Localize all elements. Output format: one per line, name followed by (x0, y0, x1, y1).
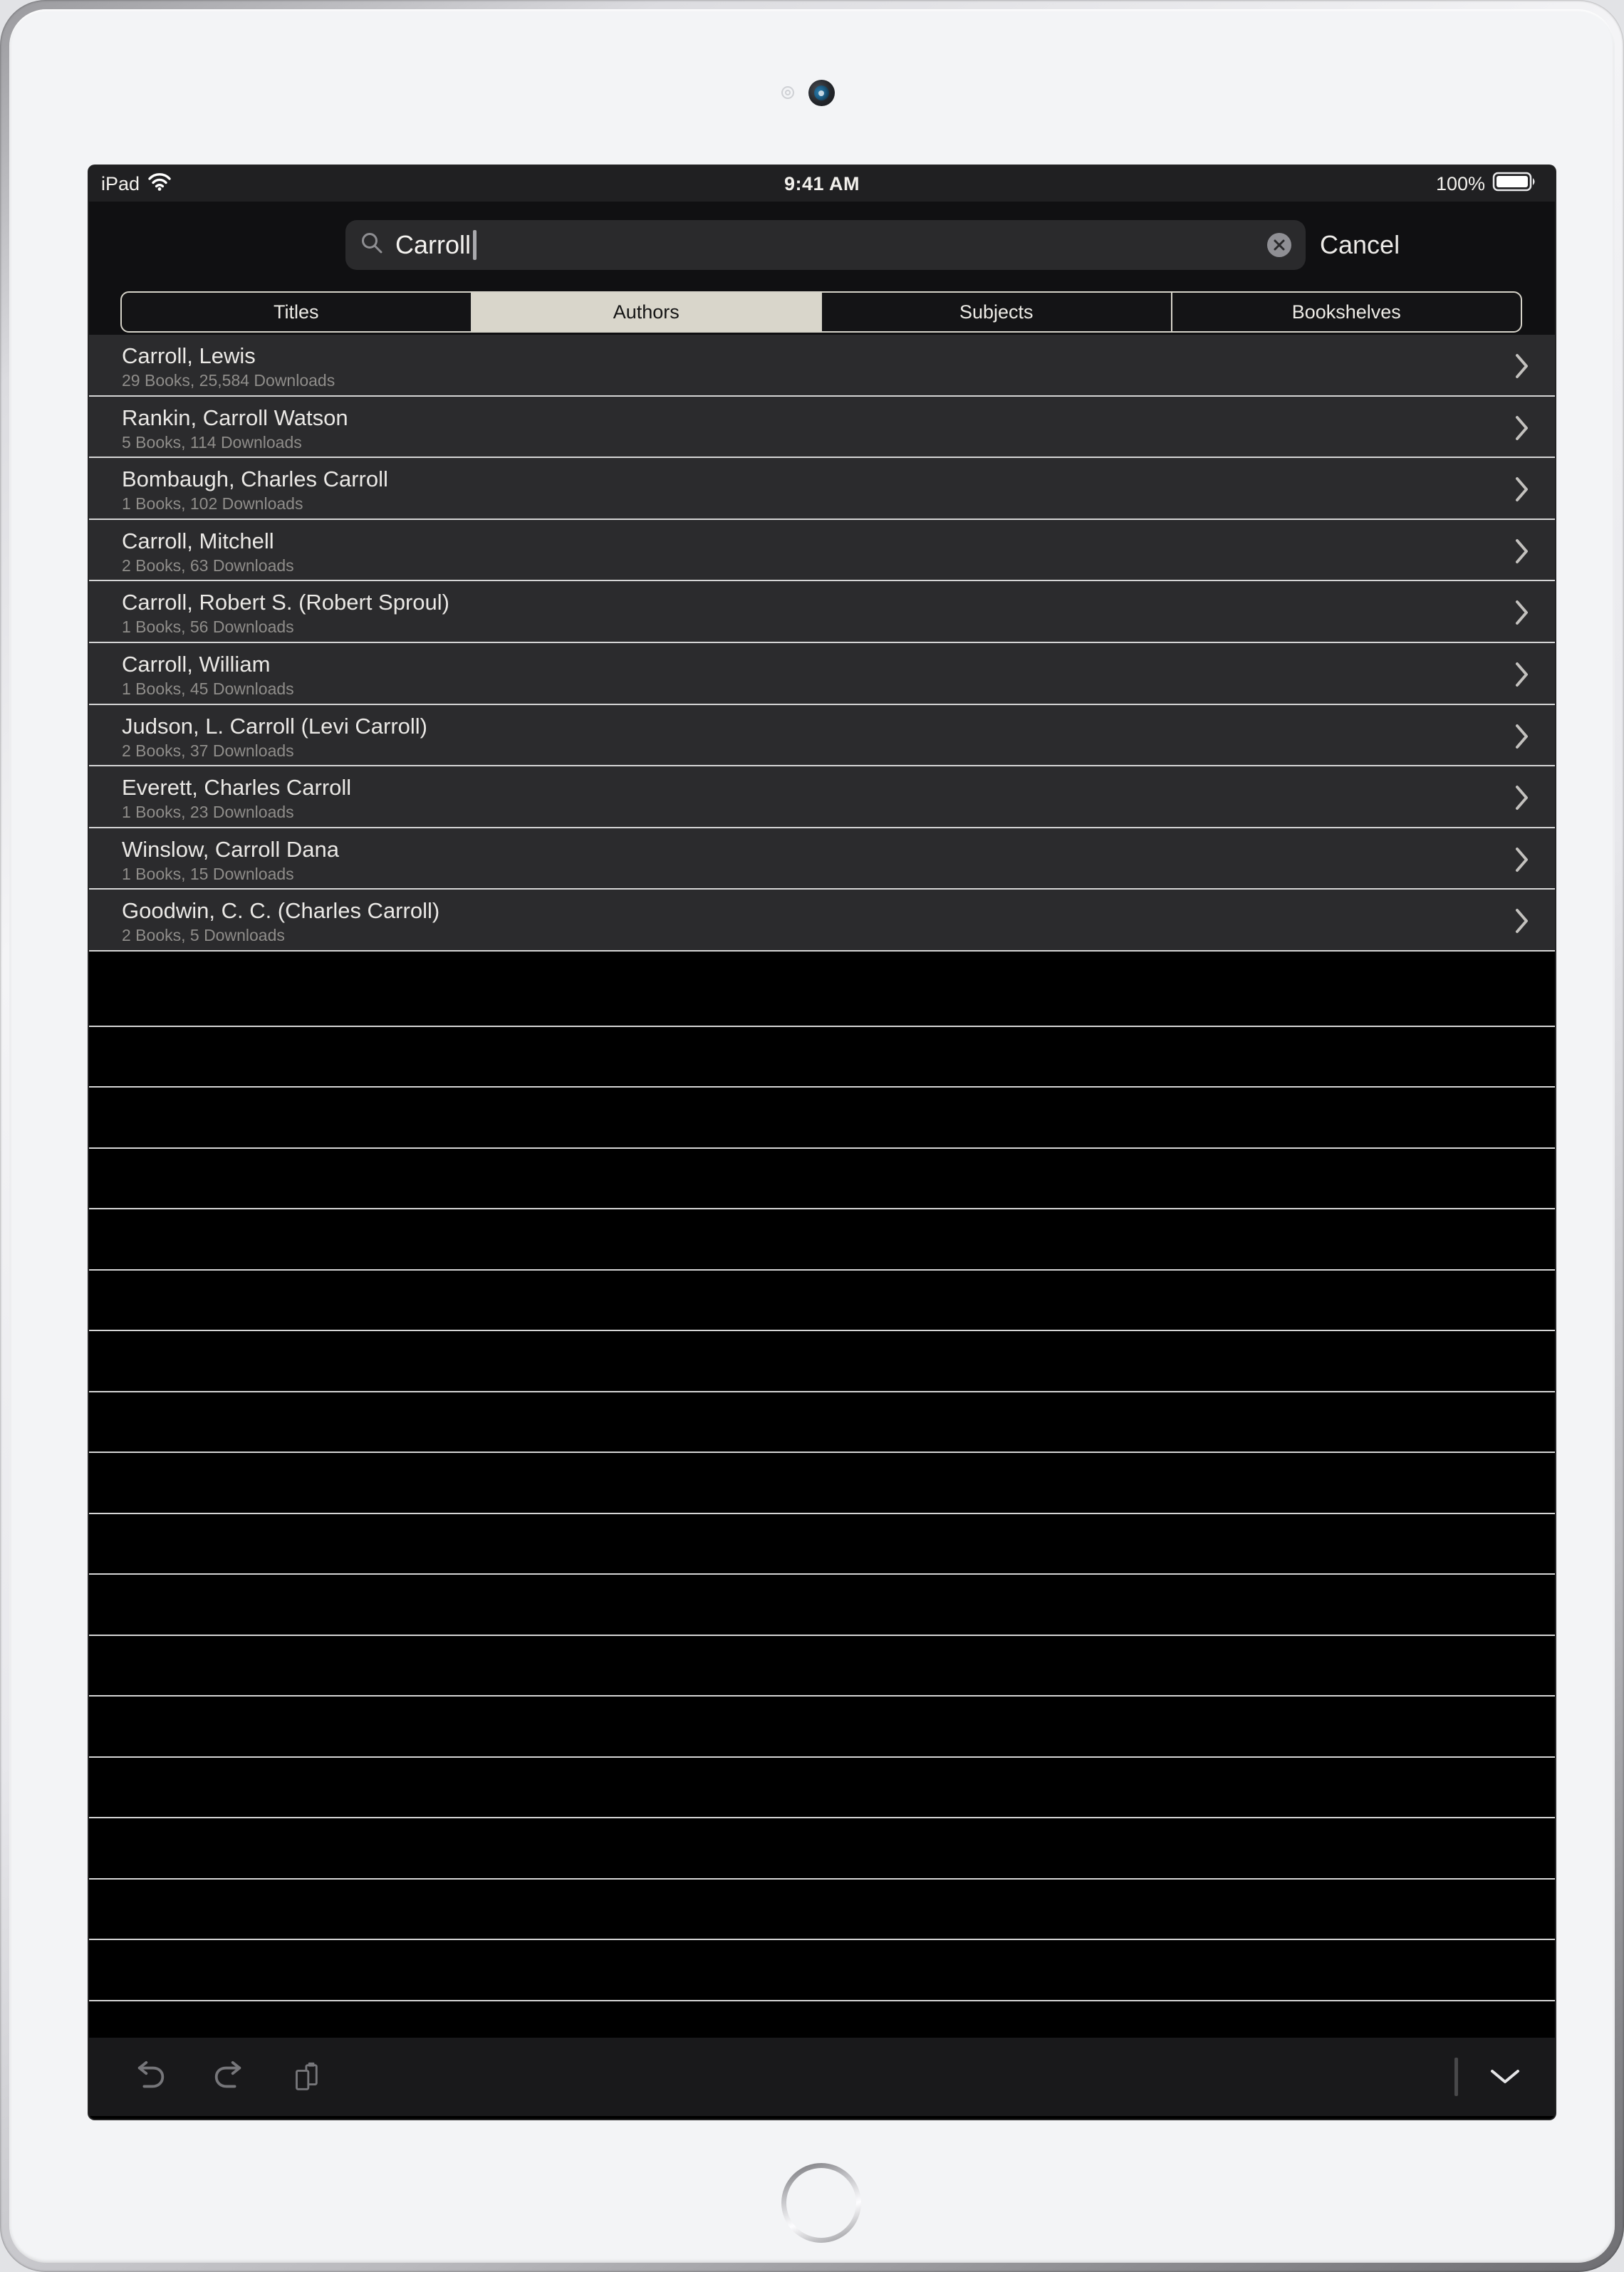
text-cursor (473, 230, 477, 260)
ipad-bezel (9, 9, 1615, 2263)
chevron-right-icon (1515, 662, 1529, 691)
chevron-right-icon (1515, 538, 1529, 568)
chevron-right-icon (1515, 847, 1529, 876)
scope-tab-label: Subjects (959, 301, 1034, 323)
empty-row (89, 1514, 1555, 1575)
ambient-light-sensor (781, 86, 794, 99)
toolbar-divider (1454, 2058, 1458, 2096)
empty-row (89, 1636, 1555, 1697)
chevron-right-icon (1515, 724, 1529, 753)
author-stats: 5 Books, 114 Downloads (122, 432, 302, 452)
author-name: Rankin, Carroll Watson (122, 405, 348, 430)
scope-tab-label: Titles (273, 301, 319, 323)
author-name: Carroll, Lewis (122, 343, 256, 368)
author-stats: 1 Books, 102 Downloads (122, 494, 303, 514)
empty-row (89, 1818, 1555, 1880)
author-result-row[interactable] (89, 581, 1555, 643)
empty-row (89, 1088, 1555, 1149)
app-screen (89, 166, 1555, 2119)
empty-row (89, 1758, 1555, 1819)
author-name: Carroll, William (122, 651, 271, 677)
home-button[interactable] (781, 2163, 861, 2243)
author-result-row[interactable] (89, 458, 1555, 520)
author-result-row[interactable] (89, 890, 1555, 952)
chevron-right-icon (1515, 785, 1529, 814)
author-stats: 2 Books, 5 Downloads (122, 926, 285, 945)
author-name: Goodwin, C. C. (Charles Carroll) (122, 898, 440, 924)
author-name: Carroll, Robert S. (Robert Sproul) (122, 590, 449, 615)
author-result-row[interactable] (89, 643, 1555, 705)
author-result-row[interactable] (89, 705, 1555, 767)
search-query-text: Carroll (395, 230, 472, 259)
author-name: Judson, L. Carroll (Levi Carroll) (122, 713, 427, 739)
clear-icon[interactable] (1267, 233, 1291, 257)
empty-row (89, 1575, 1555, 1636)
author-stats: 2 Books, 63 Downloads (122, 556, 294, 575)
status-bar (89, 166, 1555, 202)
scope-tab-label: Authors (613, 301, 680, 323)
chevron-right-icon (1515, 476, 1529, 506)
author-name: Everett, Charles Carroll (122, 775, 352, 801)
author-stats: 29 Books, 25,584 Downloads (122, 371, 335, 390)
author-result-row[interactable] (89, 397, 1555, 459)
author-stats: 1 Books, 56 Downloads (122, 617, 294, 637)
author-stats: 2 Books, 37 Downloads (122, 741, 294, 760)
author-result-row[interactable] (89, 335, 1555, 397)
scope-tabs (120, 291, 1522, 333)
battery-icon (1492, 171, 1538, 197)
chevron-right-icon (1515, 353, 1529, 382)
author-stats: 1 Books, 45 Downloads (122, 679, 294, 698)
search-input[interactable] (345, 220, 1306, 270)
scope-tab-titles[interactable] (122, 293, 472, 331)
author-result-row[interactable] (89, 828, 1555, 890)
battery-percent: 100% (1435, 172, 1485, 194)
author-result-row[interactable] (89, 520, 1555, 582)
author-stats: 1 Books, 23 Downloads (122, 803, 294, 822)
author-name: Winslow, Carroll Dana (122, 836, 339, 862)
author-stats: 1 Books, 15 Downloads (122, 864, 294, 883)
redo-icon[interactable] (212, 2060, 244, 2093)
author-result-row[interactable] (89, 766, 1555, 828)
empty-row (89, 1453, 1555, 1514)
paste-icon[interactable] (288, 2060, 321, 2093)
dismiss-keyboard-icon[interactable] (1479, 2038, 1531, 2116)
scope-tab-authors[interactable] (472, 293, 823, 331)
chevron-right-icon (1515, 600, 1529, 629)
author-name: Bombaugh, Charles Carroll (122, 467, 388, 492)
scope-tab-bookshelves[interactable] (1172, 293, 1521, 331)
carrier-label: iPad (101, 172, 140, 194)
clock: 9:41 AM (784, 172, 860, 194)
author-name: Carroll, Mitchell (122, 528, 274, 553)
author-results-list (89, 335, 1555, 952)
cancel-button[interactable]: Cancel (1320, 230, 1400, 259)
search-icon (360, 231, 385, 260)
empty-row (89, 1027, 1555, 1088)
chevron-right-icon (1515, 415, 1529, 444)
empty-row (89, 1331, 1555, 1392)
empty-row (89, 1209, 1555, 1271)
scope-tab-subjects[interactable] (822, 293, 1172, 331)
empty-row (89, 1271, 1555, 1332)
empty-row (89, 966, 1555, 1027)
empty-row (89, 1880, 1555, 1941)
keyboard-accessory-bar (89, 2038, 1555, 2116)
search-header (89, 202, 1555, 335)
empty-row (89, 1940, 1555, 2001)
chevron-right-icon (1515, 908, 1529, 937)
front-camera (808, 80, 835, 106)
empty-row (89, 1149, 1555, 1210)
undo-icon[interactable] (135, 2060, 167, 2093)
empty-row (89, 1697, 1555, 1758)
empty-table-rows (89, 966, 1555, 2001)
scope-tab-label: Bookshelves (1291, 301, 1401, 323)
empty-row (89, 1392, 1555, 1454)
